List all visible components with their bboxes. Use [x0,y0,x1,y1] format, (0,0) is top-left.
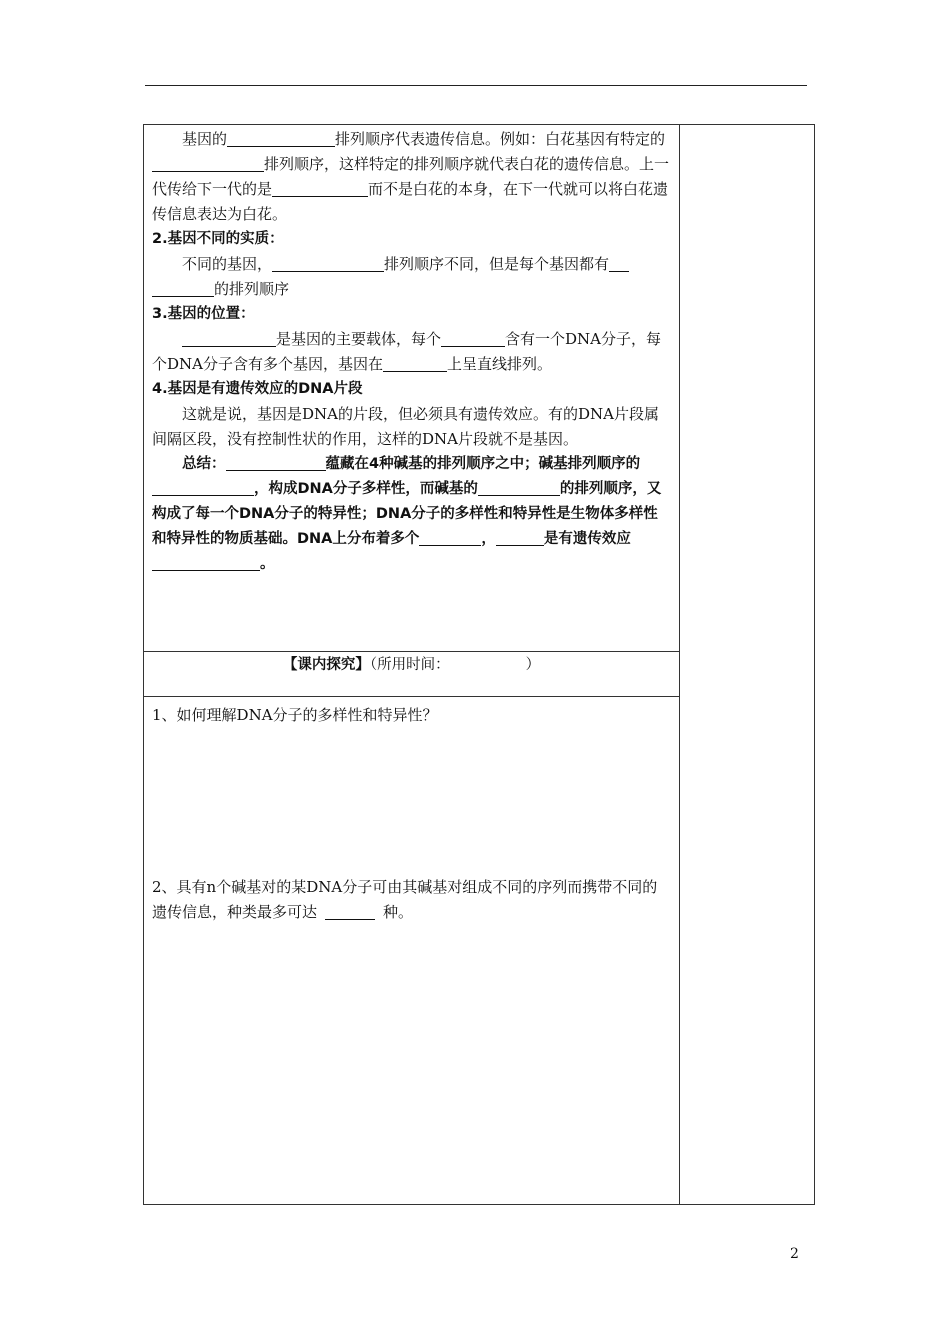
blank[interactable] [226,454,326,471]
blank[interactable] [441,330,505,347]
page-number: 2 [790,1246,799,1262]
blank[interactable] [227,130,335,147]
blank[interactable] [383,355,447,372]
paragraph-gene-definition: 这就是说，基因是DNA的片段，但必须具有遗传效应。有的DNA片段属间隔区段，没有控制性状的作用，这样的DNA片段就不是基因。 [152,405,659,448]
row-divider-2 [144,696,679,697]
paragraph-gene-location: 是基因的主要载体，每个 含有一个DNA分子，每个DNA分子含有多个基因，基因在 上呈直线排列。 [152,330,662,373]
blank[interactable] [152,479,254,496]
reading-section [152,127,672,577]
paragraph-gene-difference: 不同的基因， 排列顺序不同，但是每个基因都有的排列顺序 [152,252,672,302]
blank[interactable] [152,554,260,571]
heading-gene-definition: 4.基因是有遗传效应的DNA片段 [152,381,363,397]
blank[interactable] [272,180,368,197]
paragraph-gene-info: 基因的 排列顺序代表遗传信息。例如：白花基因有特定的排列顺序，这样特定的排列顺序就代表白花的遗传信息。上一代传给下一代的是 而不是白花的本身，在下一代就可以将白花遗传信息表达为白花。 [152,130,670,223]
question-2: 2、具有n个碱基对的某DNA分子可由其碱基对组成不同的序列而携带不同的遗传信息，种类最多可达 种。 [152,878,658,921]
column-divider [679,125,680,1204]
blank[interactable] [272,255,384,272]
heading-gene-location: 3.基因的位置： [152,306,255,322]
blank[interactable] [530,529,544,546]
blank[interactable] [152,280,214,297]
blank[interactable] [325,903,375,920]
worksheet-table [143,124,815,1205]
header-rule [145,85,807,86]
question-1: 1、如何理解DNA分子的多样性和特异性？ [152,706,438,724]
blank[interactable] [478,479,560,496]
heading-gene-difference: 2.基因不同的实质： [152,231,284,247]
blank[interactable] [496,529,530,546]
blank[interactable] [152,155,264,172]
blank[interactable] [609,255,629,272]
blank[interactable] [182,330,276,347]
summary-paragraph: 总结： 蕴藏在4种碱基的排列顺序之中；碱基排列顺序的，构成DNA分子多样性，而碱基的 的排列顺序，又构成了每一个DNA分子的特异性；DNA分子的多样性和特异性是生物体多样性和特异性的物质基础。DNA上分布着多个 ， 是有遗传效应。 [152,456,662,572]
section-heading: 【课内探究】（所用时间： ） [282,657,541,673]
row-divider-1 [144,651,679,652]
blank[interactable] [419,529,481,546]
